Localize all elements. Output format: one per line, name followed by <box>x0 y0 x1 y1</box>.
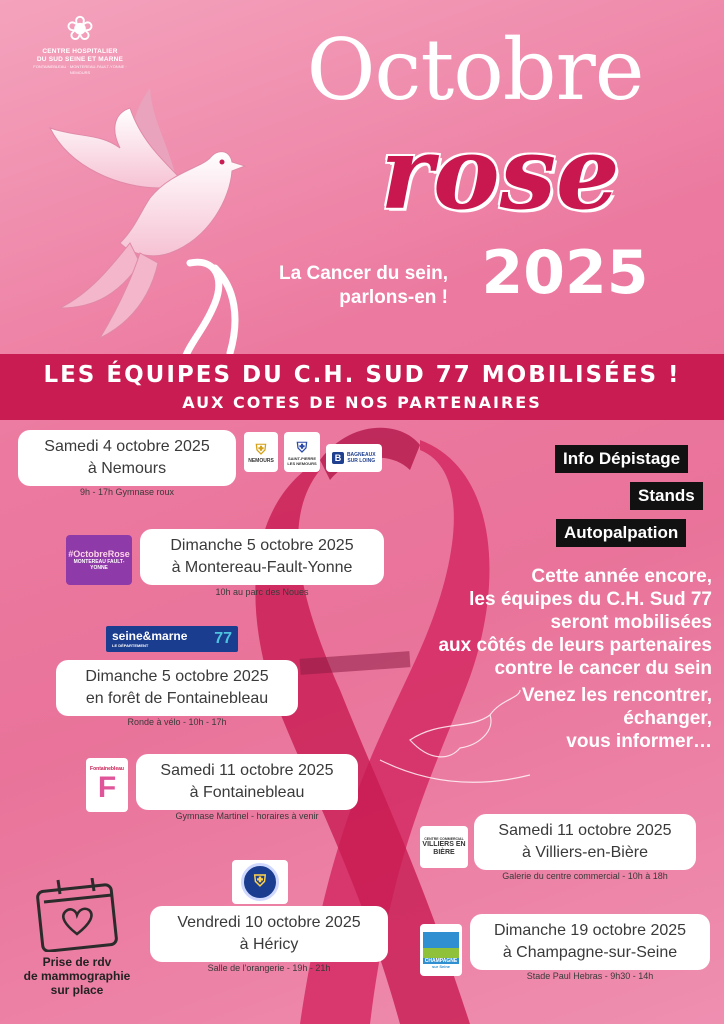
event-date: Samedi 11 octobre 2025 <box>160 762 334 779</box>
event-champagne <box>470 914 710 970</box>
tag-stands: Stands <box>630 482 703 510</box>
event-date: Dimanche 5 octobre 2025 <box>85 668 269 685</box>
hospital-logo <box>30 10 130 76</box>
nemours-logo-text: NEMOURS <box>248 457 274 464</box>
villiers-logo-text: VILLIERS EN BIÈRE <box>422 841 466 856</box>
event-date: Dimanche 19 octobre 2025 <box>493 922 687 939</box>
event-fontainebleau <box>136 754 358 810</box>
banner-line1: LES ÉQUIPES DU C.H. SUD 77 MOBILISÉES ! <box>43 362 681 388</box>
event-place: à Nemours <box>87 460 167 477</box>
event-date: Vendredi 10 octobre 2025 <box>177 914 361 931</box>
hospital-flower-logo-icon: ❀ <box>65 10 95 48</box>
tagline-line2: parlons-en ! <box>339 287 448 308</box>
event-villiers <box>474 814 696 870</box>
event-hericy <box>150 906 388 962</box>
seine-marne-logo-text: seine&marne <box>112 629 188 643</box>
event-montereau <box>140 529 384 585</box>
event-place: à Montereau-Fault-Yonne <box>171 559 353 576</box>
event-date: Samedi 11 octobre 2025 <box>498 822 672 839</box>
event-foret-fontainebleau <box>56 660 298 716</box>
seine-marne-logo-sub: LE DÉPARTEMENT <box>112 643 149 648</box>
saint-pierre-logo-text: SAINT-PIERRE LES NEMOURS <box>287 455 317 466</box>
message-line: les équipes du C.H. Sud 77 <box>469 589 712 610</box>
calendar-heart-icon <box>34 878 120 952</box>
event-date: Dimanche 5 octobre 2025 <box>170 537 354 554</box>
message-line: Cette année encore, <box>531 566 712 587</box>
tagline <box>228 262 448 310</box>
event-detail: Stade Paul Hebras - 9h30 - 14h <box>526 971 654 981</box>
event-detail: 10h au parc des Noues <box>215 587 309 597</box>
bagneaux-logo-text: BAGNEAUX SUR LOING <box>346 452 376 464</box>
fontainebleau-logo: Fontainebleau F <box>86 758 128 812</box>
bagneaux-logo: B BAGNEAUX SUR LOING <box>326 444 382 472</box>
champagne-logo-text: CHAMPAGNE <box>424 957 458 964</box>
fontainebleau-logo-text: Fontainebleau <box>90 766 124 772</box>
event-place: à Champagne-sur-Seine <box>502 944 678 961</box>
saint-pierre-logo: ⛨ SAINT-PIERRE LES NEMOURS <box>284 432 320 472</box>
event-detail: Salle de l'orangerie - 19h - 21h <box>207 963 331 973</box>
event-place: à Villiers-en-Bière <box>522 844 648 861</box>
rdv-line1: Prise de rdv <box>42 955 112 969</box>
event-detail: Galerie du centre commercial - 10h à 18h <box>502 871 668 881</box>
event-place: à Héricy <box>239 936 299 953</box>
mammography-appointment-note <box>12 955 142 997</box>
octobre-rose-mfy-logo <box>66 535 132 585</box>
event-date: Samedi 4 octobre 2025 <box>44 438 210 455</box>
mfy-logo-town: MONTEREAU FAULT-YONNE <box>73 559 125 571</box>
message-line: Venez les rencontrer, <box>521 685 712 706</box>
logo-subtitle: FONTAINEBLEAU · MONTEREAU-FAULT-YONNE · NEMOURS <box>33 64 127 75</box>
logo-name-line1: CENTRE HOSPITALIER <box>42 48 118 55</box>
message-line: contre le cancer du sein <box>494 658 712 679</box>
campaign-message <box>360 565 712 753</box>
seine-marne-logo: seine&marne LE DÉPARTEMENT 77 <box>106 626 238 652</box>
rdv-line2: de mammographie <box>23 969 131 983</box>
event-nemours <box>18 430 236 486</box>
message-line: aux côtés de leurs partenaires <box>438 635 712 656</box>
event-detail: Gymnase Martinel - horaires à venir <box>175 811 319 821</box>
nemours-logo: ⛨ NEMOURS <box>244 432 278 472</box>
message-line: vous informer… <box>566 731 712 752</box>
villiers-logo-top: CENTRE COMMERCIAL <box>424 837 464 841</box>
champagne-logo-sub: sur Seine <box>431 963 450 969</box>
tag-autopalpation: Autopalpation <box>556 519 686 547</box>
title-rose: rose <box>380 114 620 232</box>
event-place: à Fontainebleau <box>189 784 305 801</box>
event-detail: Ronde à vélo - 10h - 17h <box>127 717 227 727</box>
event-place: en forêt de Fontainebleau <box>85 690 269 707</box>
mfy-logo-hashtag: #OctobreRose <box>68 549 130 559</box>
logo-name-line2: DU SUD SEINE ET MARNE <box>36 56 124 63</box>
mobilization-banner <box>0 354 724 420</box>
rdv-line3: sur place <box>50 983 104 997</box>
banner-line2: AUX COTES DE NOS PARTENAIRES <box>182 393 542 412</box>
hericy-logo: ⛨ <box>232 860 288 904</box>
tagline-line1: La Cancer du sein, <box>279 263 448 284</box>
tag-info-depistage: Info Dépistage <box>555 445 688 473</box>
title-year: 2025 <box>481 238 649 308</box>
title-octobre: Octobre <box>306 21 644 119</box>
villiers-logo <box>420 826 468 868</box>
champagne-logo <box>420 924 462 976</box>
dove-with-ribbon-icon <box>40 78 270 358</box>
message-line: échanger, <box>623 708 712 729</box>
message-line: seront mobilisées <box>550 612 712 633</box>
event-detail: 9h - 17h Gymnase roux <box>79 487 175 497</box>
